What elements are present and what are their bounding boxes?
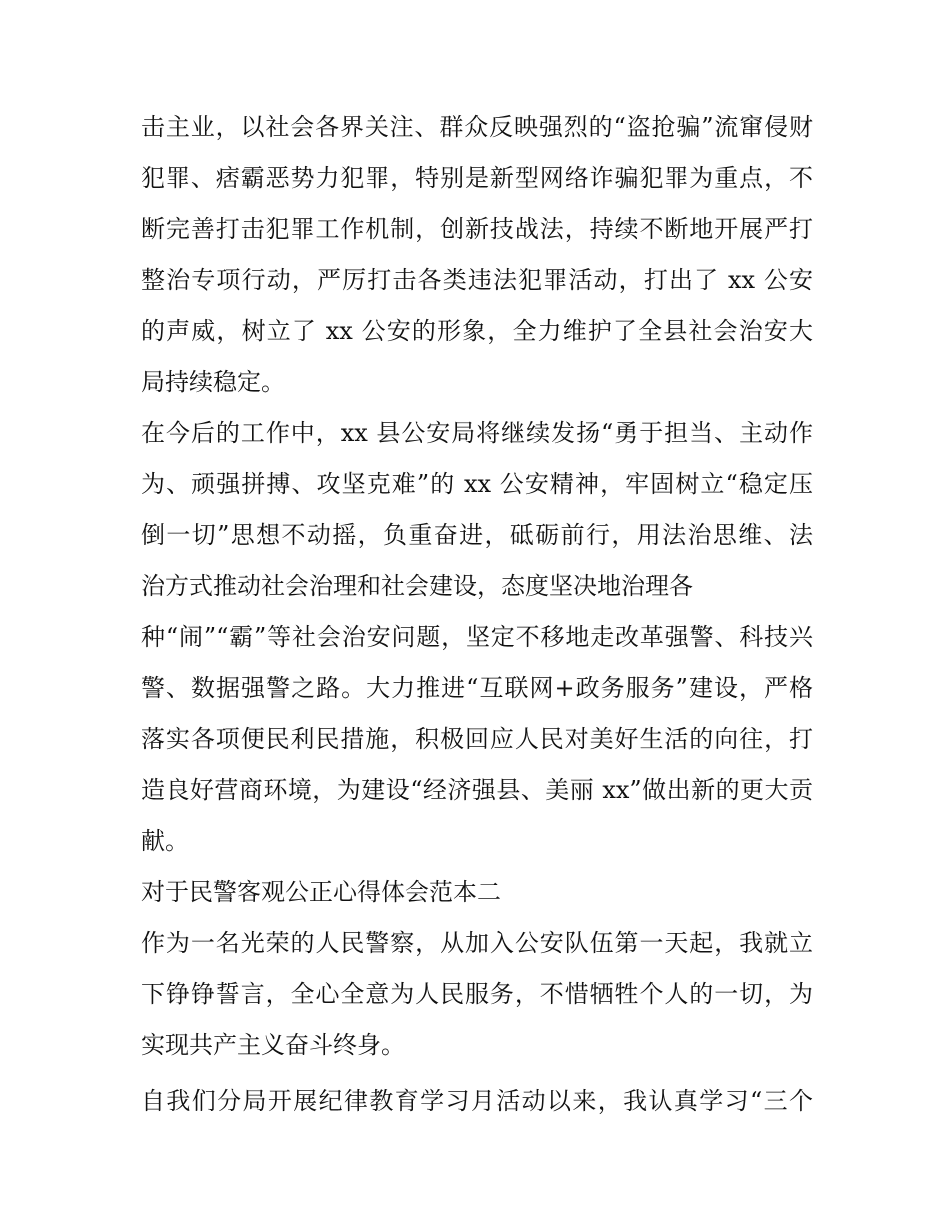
text-line: 造良好营商环境，为建设“经济强县、美丽 xx”做出新的更大贡 — [141, 776, 813, 804]
text-line: 落实各项便民利民措施，积极回应人民对美好生活的向往，打 — [141, 725, 813, 753]
text-line: 种“闹”“霸”等社会治安问题，坚定不移地走改革强警、科技兴 — [141, 623, 813, 651]
text-line: 犯罪、痞霸恶势力犯罪，特别是新型网络诈骗犯罪为重点，不 — [141, 164, 813, 192]
text-line: 为、顽强拼搏、攻坚克难”的 xx 公安精神，牢固树立“稳定压 — [141, 470, 813, 498]
text-line: 下铮铮誓言，全心全意为人民服务，不惜牺牲个人的一切，为 — [141, 980, 813, 1008]
paragraph-3 — [141, 918, 813, 1071]
text-line: 的声威，树立了 xx 公安的形象，全力维护了全县社会治安大 — [141, 317, 813, 345]
text-line: 局持续稳定。 — [141, 368, 285, 396]
text-line: 作为一名光荣的人民警察，从加入公安队伍第一天起，我就立 — [141, 929, 813, 957]
text-line: 在今后的工作中，xx 县公安局将继续发扬“勇于担当、主动作 — [141, 419, 813, 447]
text-line: 倒一切”思想不动摇，负重奋进，砥砺前行，用法治思维、法 — [141, 521, 813, 549]
paragraph-4 — [141, 1076, 813, 1127]
text-line: 警、数据强警之路。大力推进“互联网+政务服务”建设，严格 — [141, 674, 813, 702]
text-line: 整治专项行动，严厉打击各类违法犯罪活动，打出了 xx 公安 — [141, 266, 813, 294]
text-line: 自我们分局开展纪律教育学习月活动以来，我认真学习“三个 — [141, 1087, 813, 1115]
text-line: 献。 — [141, 827, 189, 855]
heading-text: 对于民警客观公正心得体会范本二 — [141, 878, 501, 906]
text-line: 治方式推动社会治理和社会建设，态度坚决地治理各 — [141, 572, 693, 600]
paragraph-2 — [141, 408, 813, 867]
section-heading — [141, 867, 813, 918]
text-line: 断完善打击犯罪工作机制，创新技战法，持续不断地开展严打 — [141, 215, 813, 243]
text-line: 击主业，以社会各界关注、群众反映强烈的“盗抢骗”流窜侵财 — [141, 113, 813, 141]
text-line: 实现共产主义奋斗终身。 — [141, 1031, 405, 1059]
paragraph-1 — [141, 102, 813, 408]
document-body — [141, 102, 813, 1127]
